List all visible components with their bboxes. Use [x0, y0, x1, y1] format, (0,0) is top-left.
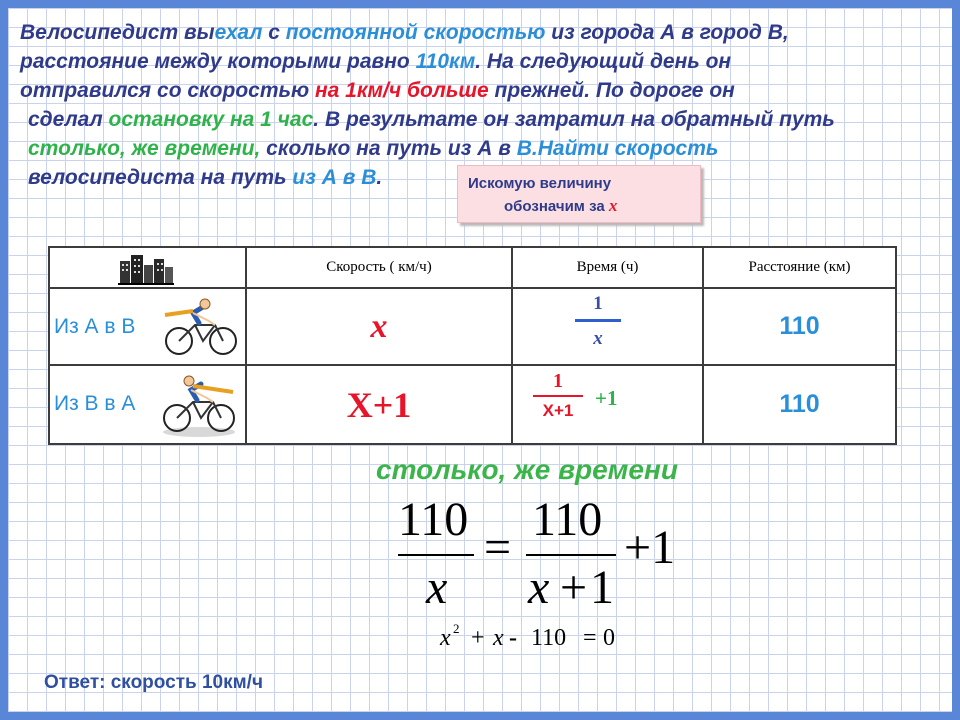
highlight-question: В.Найти скорость: [516, 137, 719, 160]
table-header-row: [49, 247, 896, 288]
text-segment: расстояние между которыми равно: [20, 50, 416, 73]
speed-cell: [246, 288, 512, 365]
answer-text: Ответ: скорость 10км/ч: [44, 672, 263, 693]
rhs-fraction-bar: [526, 554, 616, 556]
text-segment: . На следующий день он: [475, 50, 732, 73]
text-segment: .: [376, 166, 383, 189]
text-segment: из города А в город В,: [545, 21, 789, 44]
fraction-numerator: 1: [553, 370, 563, 392]
hint-text: обозначим за: [504, 198, 609, 215]
highlight-stop: остановку на 1 час: [108, 108, 314, 131]
highlight-traveled: ехал: [214, 21, 263, 44]
highlight-route: из А в В: [292, 166, 377, 189]
header-time: Время (ч): [512, 247, 703, 288]
distance-value: 110: [779, 312, 820, 340]
problem-line-4: [20, 105, 955, 134]
distance-cell: [703, 288, 896, 365]
rhs-denominator-plus: +: [560, 561, 588, 614]
row-label-cell: [49, 288, 246, 365]
time-cell: [512, 365, 703, 444]
quadratic-equation: [440, 621, 630, 657]
fraction-denominator: X+1: [542, 401, 574, 420]
quad-x: x: [493, 625, 504, 651]
quad-zero: 0: [603, 625, 615, 651]
rhs-denominator-one: 1: [590, 561, 614, 614]
speed-value: X+1: [346, 384, 412, 425]
text-segment: сколько на путь из А в: [260, 137, 517, 160]
speed-value: x: [370, 307, 388, 345]
highlight-constant-speed: постоянной скоростью: [285, 21, 546, 44]
lhs-numerator: 110: [398, 493, 469, 546]
data-table: [48, 246, 897, 445]
hint-line-2: [504, 195, 617, 218]
quad-plus: +: [471, 625, 485, 651]
text-segment: Велосипедист вы: [20, 21, 215, 44]
time-fraction: [575, 293, 621, 350]
time-fraction: [533, 370, 583, 422]
city-icon: [118, 253, 174, 285]
table-row: [49, 365, 896, 444]
quad-x-squared-base: x: [440, 625, 451, 651]
plus-one-term: +1: [624, 521, 676, 574]
time-cell: [512, 288, 703, 365]
cyclist-icon: [159, 374, 239, 438]
hint-box: [457, 165, 701, 223]
quad-minus: -: [509, 625, 517, 651]
problem-line-1: [20, 18, 955, 47]
same-time-caption: столько, же времени: [376, 454, 678, 485]
problem-line-3: [20, 76, 955, 105]
fraction-bar: [575, 319, 621, 322]
text-segment: сделал: [28, 108, 109, 131]
highlight-same-time: столько, же времени,: [28, 137, 261, 160]
text-segment: прежней. По дороге он: [488, 79, 735, 102]
header-icon-cell: [49, 247, 246, 288]
speed-cell: [246, 365, 512, 444]
hint-line-1: Искомую величину: [468, 175, 612, 192]
row-label-cell: [49, 365, 246, 444]
text-segment: отправился со скоростью: [20, 79, 315, 102]
hint-variable: x: [608, 196, 618, 215]
quad-equals: =: [583, 625, 597, 651]
stop-time-addend: +1: [595, 386, 618, 410]
lhs-denominator: x: [426, 561, 448, 614]
problem-line-2: [20, 47, 955, 76]
text-segment: . В результате он затратил на обратный путь: [313, 108, 835, 131]
lhs-fraction-bar: [398, 554, 474, 556]
cyclist-icon: [163, 297, 239, 359]
header-speed: Скорость ( км/ч): [246, 247, 512, 288]
rhs-numerator: 110: [532, 493, 603, 546]
text-segment: с: [262, 21, 286, 44]
fraction-denominator: x: [593, 328, 603, 349]
problem-line-5: [20, 134, 955, 163]
header-distance: Расстояние (км): [703, 247, 896, 288]
quad-constant: 110: [531, 625, 567, 651]
fraction-numerator: 1: [593, 293, 603, 314]
row-label-a-to-b: Из А в В: [54, 315, 136, 338]
highlight-speed-increase: на 1км/ч больше: [314, 79, 489, 102]
equals-sign: =: [484, 521, 512, 574]
quad-exponent: 2: [453, 621, 460, 636]
fraction-bar: [533, 395, 583, 397]
row-label-b-to-a: Из В в А: [54, 392, 136, 415]
distance-cell: [703, 365, 896, 444]
highlight-distance: 110км: [415, 50, 476, 73]
table-row: [49, 288, 896, 365]
distance-value: 110: [779, 390, 820, 418]
text-segment: велосипедиста на путь: [28, 166, 293, 189]
rhs-denominator-variable: x: [528, 561, 550, 614]
